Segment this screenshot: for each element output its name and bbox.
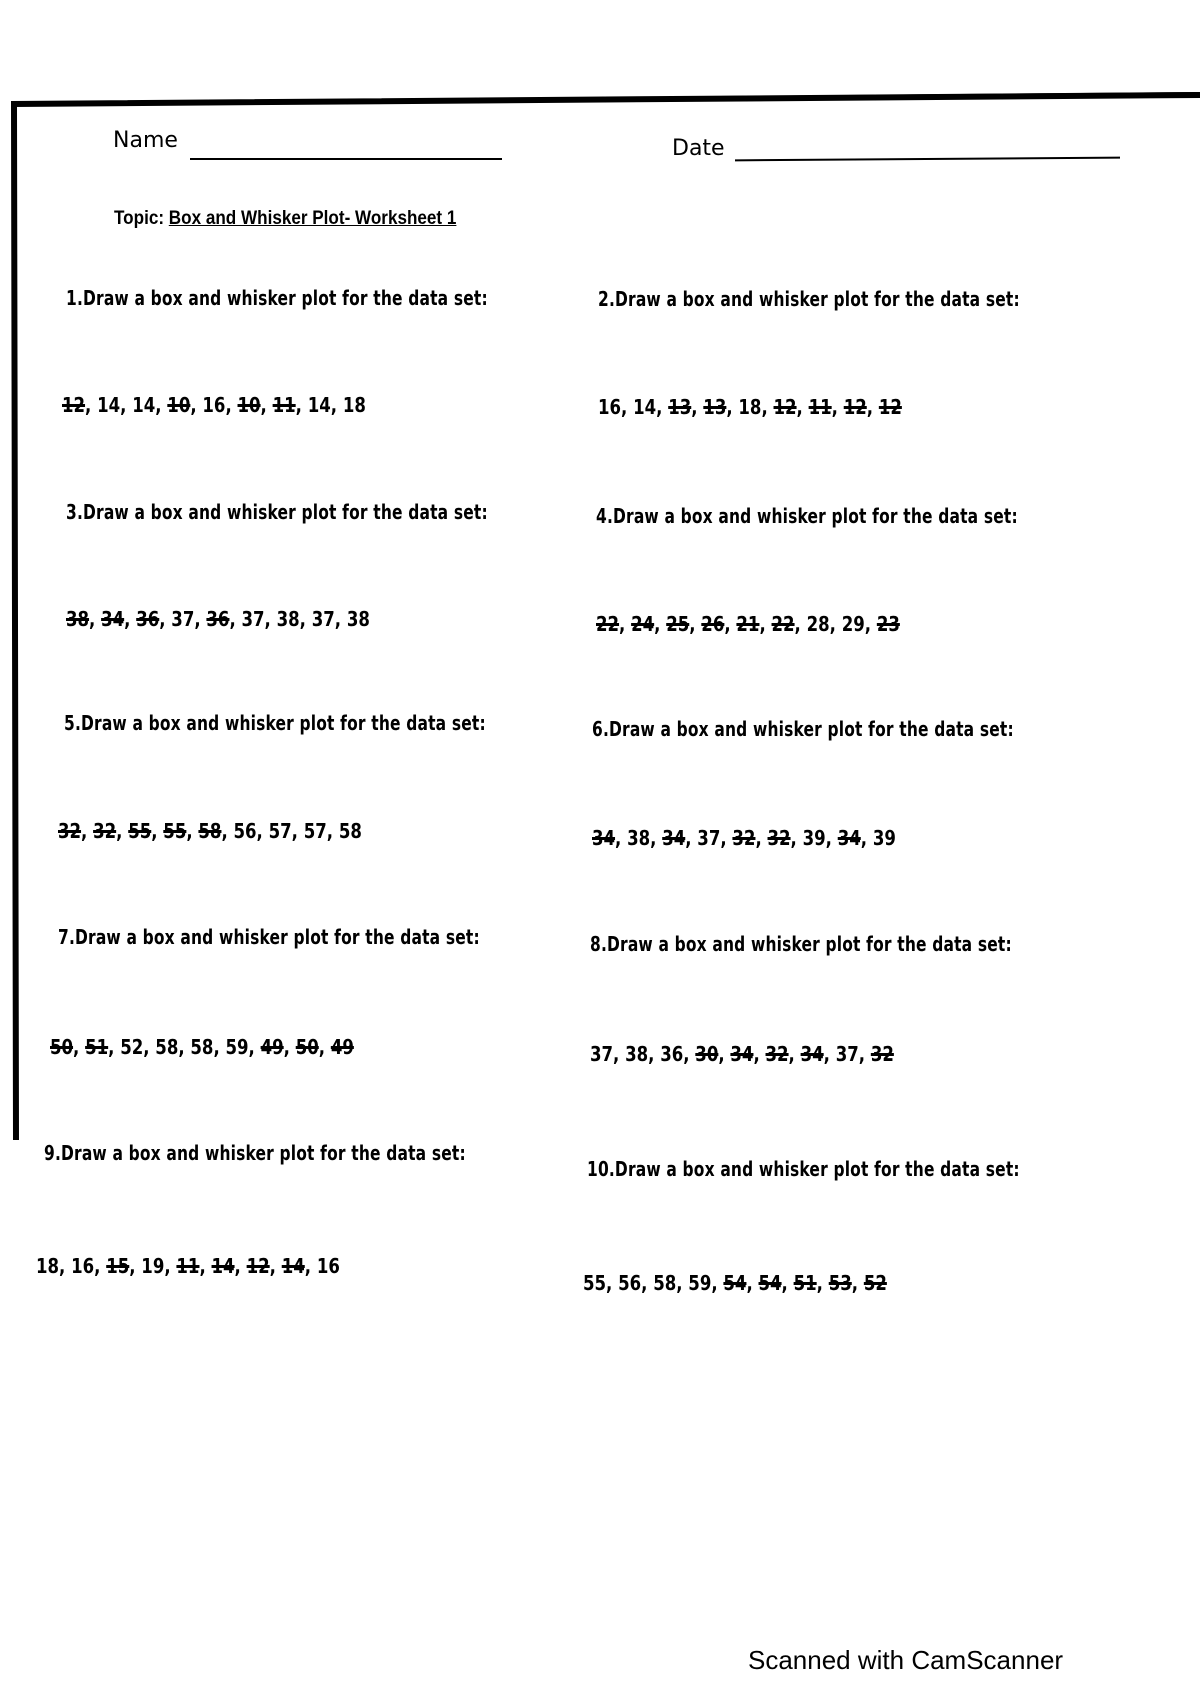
- crossed-out-value: 14: [281, 1254, 305, 1278]
- data-value: 18: [36, 1254, 60, 1278]
- data-value: 55: [583, 1271, 607, 1295]
- crossed-out-value: 22: [596, 612, 620, 636]
- crossed-out-value: 11: [272, 393, 296, 417]
- problem-7-data-set: 50, 51, 52, 58, 58, 59, 49, 50, 49: [50, 1035, 354, 1059]
- problem-4-data-set: 22, 24, 25, 26, 21, 22, 28, 29, 23: [596, 612, 900, 636]
- data-value: 37: [171, 607, 195, 631]
- topic-line: [114, 208, 456, 230]
- data-value: 38: [346, 607, 370, 631]
- data-value: 38: [625, 1042, 649, 1066]
- crossed-out-value: 53: [828, 1271, 852, 1295]
- crossed-out-value: 54: [758, 1271, 782, 1295]
- data-value: 36: [660, 1042, 684, 1066]
- data-value: 16: [71, 1254, 95, 1278]
- problem-7-prompt: 7.Draw a box and whisker plot for the data set:: [58, 925, 480, 949]
- problem-9-prompt: 9.Draw a box and whisker plot for the data set:: [44, 1141, 466, 1165]
- crossed-out-value: 50: [295, 1035, 319, 1059]
- crossed-out-value: 13: [703, 395, 727, 419]
- problem-2-data-set: 16, 14, 13, 13, 18, 12, 11, 12, 12: [598, 395, 902, 419]
- crossed-out-value: 26: [701, 612, 725, 636]
- crossed-out-value: 12: [246, 1254, 270, 1278]
- problem-2-prompt: 2.Draw a box and whisker plot for the data set:: [598, 287, 1020, 311]
- data-value: 59: [225, 1035, 249, 1059]
- data-value: 39: [802, 826, 826, 850]
- problem-3-prompt: 3.Draw a box and whisker plot for the data set:: [66, 500, 488, 524]
- crossed-out-value: 34: [662, 826, 686, 850]
- data-value: 16: [202, 393, 226, 417]
- data-value: 28: [806, 612, 830, 636]
- crossed-out-value: 23: [876, 612, 900, 636]
- crossed-out-value: 36: [206, 607, 230, 631]
- crossed-out-value: 30: [695, 1042, 719, 1066]
- crossed-out-value: 32: [870, 1042, 894, 1066]
- data-value: 57: [303, 819, 327, 843]
- data-value: 37: [697, 826, 721, 850]
- data-value: 37: [590, 1042, 614, 1066]
- crossed-out-value: 49: [260, 1035, 284, 1059]
- data-value: 56: [618, 1271, 642, 1295]
- crossed-out-value: 12: [843, 395, 867, 419]
- crossed-out-value: 34: [101, 607, 125, 631]
- crossed-out-value: 11: [176, 1254, 200, 1278]
- crossed-out-value: 24: [631, 612, 655, 636]
- crossed-out-value: 22: [771, 612, 795, 636]
- data-value: 14: [633, 395, 657, 419]
- data-value: 16: [316, 1254, 340, 1278]
- crossed-out-value: 15: [106, 1254, 130, 1278]
- crossed-out-value: 10: [167, 393, 191, 417]
- topic-label: Topic:: [114, 208, 165, 229]
- camscanner-watermark: Scanned with CamScanner: [748, 1645, 1064, 1675]
- crossed-out-value: 58: [198, 819, 222, 843]
- problem-4-prompt: 4.Draw a box and whisker plot for the data set:: [596, 504, 1018, 528]
- crossed-out-value: 32: [767, 826, 791, 850]
- crossed-out-value: 32: [58, 819, 82, 843]
- data-value: 14: [307, 393, 331, 417]
- topic-title: Box and Whisker Plot- Worksheet 1: [168, 208, 457, 229]
- crossed-out-value: 10: [237, 393, 261, 417]
- crossed-out-value: 52: [863, 1271, 887, 1295]
- problem-9-data-set: 18, 16, 15, 19, 11, 14, 12, 14, 16: [36, 1254, 340, 1278]
- crossed-out-value: 12: [773, 395, 797, 419]
- data-value: 18: [342, 393, 366, 417]
- data-value: 18: [738, 395, 762, 419]
- data-value: 58: [653, 1271, 677, 1295]
- name-blank-line[interactable]: [190, 158, 502, 160]
- problem-6-prompt: 6.Draw a box and whisker plot for the data set:: [592, 717, 1014, 741]
- crossed-out-value: 54: [723, 1271, 747, 1295]
- date-label: Date: [672, 136, 725, 161]
- crossed-out-value: 21: [736, 612, 760, 636]
- data-value: 58: [338, 819, 362, 843]
- crossed-out-value: 49: [330, 1035, 354, 1059]
- crossed-out-value: 34: [837, 826, 861, 850]
- data-value: 37: [835, 1042, 859, 1066]
- crossed-out-value: 34: [592, 826, 616, 850]
- crossed-out-value: 51: [85, 1035, 109, 1059]
- crossed-out-value: 34: [800, 1042, 824, 1066]
- data-value: 37: [311, 607, 335, 631]
- data-value: 59: [688, 1271, 712, 1295]
- data-value: 57: [268, 819, 292, 843]
- crossed-out-value: 32: [732, 826, 756, 850]
- crossed-out-value: 50: [50, 1035, 74, 1059]
- crossed-out-value: 12: [62, 393, 86, 417]
- problem-1-data-set: 12, 14, 14, 10, 16, 10, 11, 14, 18: [62, 393, 366, 417]
- crossed-out-value: 13: [668, 395, 692, 419]
- problem-1-prompt: 1.Draw a box and whisker plot for the data set:: [66, 286, 488, 310]
- crossed-out-value: 14: [211, 1254, 235, 1278]
- problem-8-data-set: 37, 38, 36, 30, 34, 32, 34, 37, 32: [590, 1042, 894, 1066]
- crossed-out-value: 11: [808, 395, 832, 419]
- problem-8-prompt: 8.Draw a box and whisker plot for the data set:: [590, 932, 1012, 956]
- name-label: Name: [113, 128, 178, 153]
- problem-10-data-set: 55, 56, 58, 59, 54, 54, 51, 53, 52: [583, 1271, 887, 1295]
- data-value: 37: [241, 607, 265, 631]
- crossed-out-value: 32: [93, 819, 117, 843]
- data-value: 14: [132, 393, 156, 417]
- data-value: 38: [627, 826, 651, 850]
- problem-6-data-set: 34, 38, 34, 37, 32, 32, 39, 34, 39: [592, 826, 896, 850]
- data-value: 39: [872, 826, 896, 850]
- problem-5-data-set: 32, 32, 55, 55, 58, 56, 57, 57, 58: [58, 819, 362, 843]
- problem-3-data-set: 38, 34, 36, 37, 36, 37, 38, 37, 38: [66, 607, 370, 631]
- crossed-out-value: 55: [128, 819, 152, 843]
- data-value: 58: [190, 1035, 214, 1059]
- data-value: 16: [598, 395, 622, 419]
- crossed-out-value: 36: [136, 607, 160, 631]
- problem-10-prompt: 10.Draw a box and whisker plot for the data set:: [587, 1157, 1020, 1181]
- data-value: 14: [97, 393, 121, 417]
- crossed-out-value: 51: [793, 1271, 817, 1295]
- crossed-out-value: 38: [66, 607, 90, 631]
- crossed-out-value: 12: [878, 395, 902, 419]
- data-value: 56: [233, 819, 257, 843]
- data-value: 58: [155, 1035, 179, 1059]
- crossed-out-value: 34: [730, 1042, 754, 1066]
- crossed-out-value: 32: [765, 1042, 789, 1066]
- crossed-out-value: 25: [666, 612, 690, 636]
- data-value: 38: [276, 607, 300, 631]
- data-value: 19: [141, 1254, 165, 1278]
- data-value: 29: [841, 612, 865, 636]
- crossed-out-value: 55: [163, 819, 187, 843]
- data-value: 52: [120, 1035, 144, 1059]
- problem-5-prompt: 5.Draw a box and whisker plot for the data set:: [64, 711, 486, 735]
